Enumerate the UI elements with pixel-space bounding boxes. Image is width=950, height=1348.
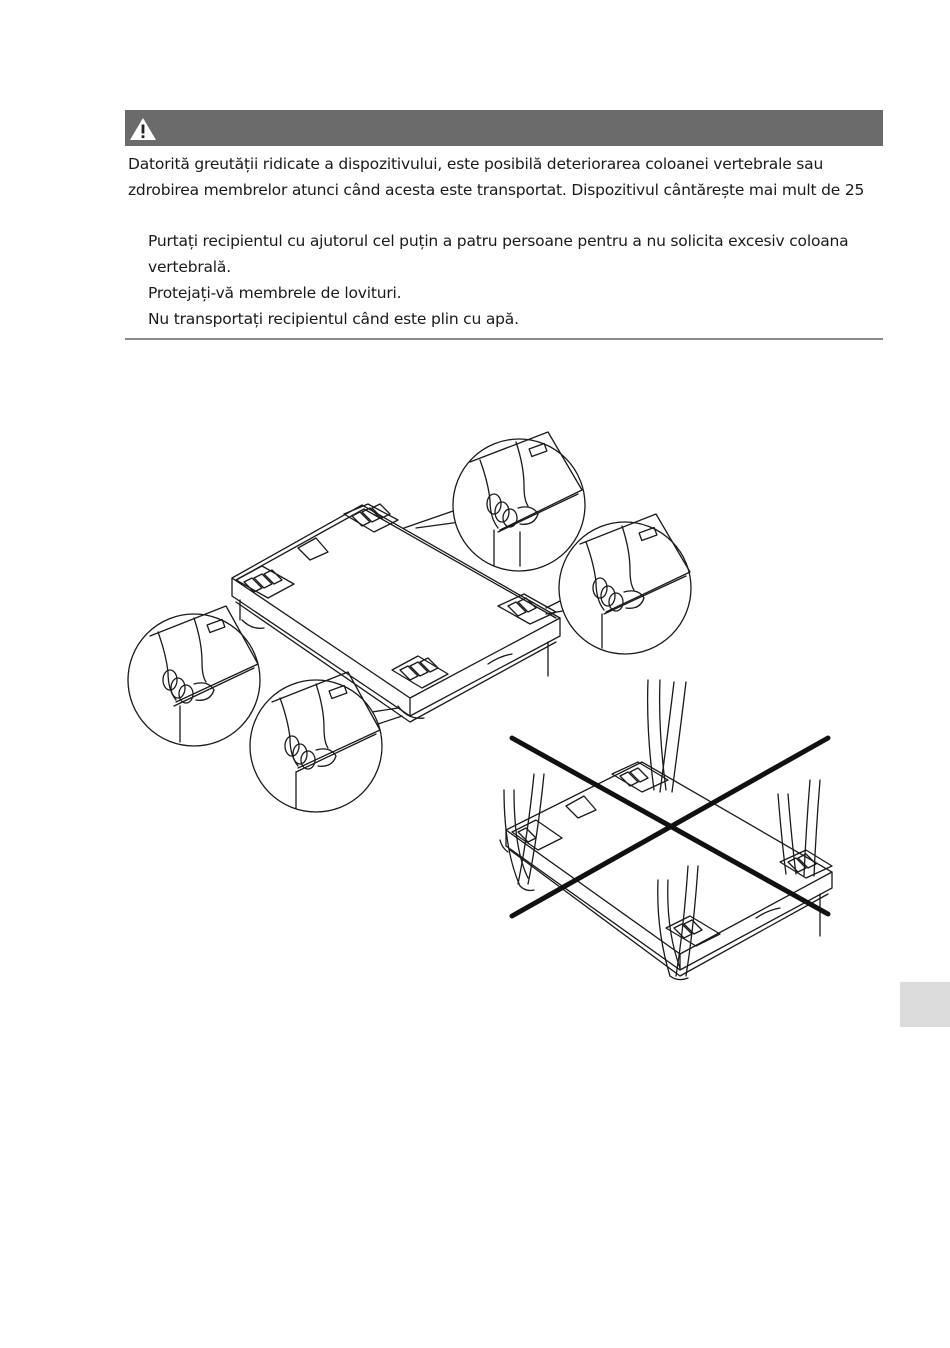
four-person-carry-illustration [128,432,691,812]
hand-grip-detail-right [559,514,691,654]
bullet-item: Nu transportați recipientul când este plin cu apă. [148,310,519,328]
hand-grip-detail-top [453,432,585,571]
strap-container-body [500,762,832,976]
page-edge-tab [900,982,950,1027]
strap-lift-crossed-out-illustration [500,680,832,980]
hand-grip-detail-bottom [250,672,382,812]
hand-grip-detail-left [128,606,260,746]
warning-line-1: Datorită greutății ridicate a dispozitivului, este posibilă deteriorarea coloanei vertebrale sau [128,155,824,173]
bullet-item: Purtați recipientul cu ajutorul cel puțin a patru persoane pentru a nu solicita excesiv coloana vertebrală. [148,232,849,276]
bullet-item: Protejați-vă membrele de lovituri. [148,284,402,302]
warning-line-2: zdrobirea membrelor atunci când acesta este transportat. Dispozitivul cântărește mai mult de 25 [128,181,865,199]
